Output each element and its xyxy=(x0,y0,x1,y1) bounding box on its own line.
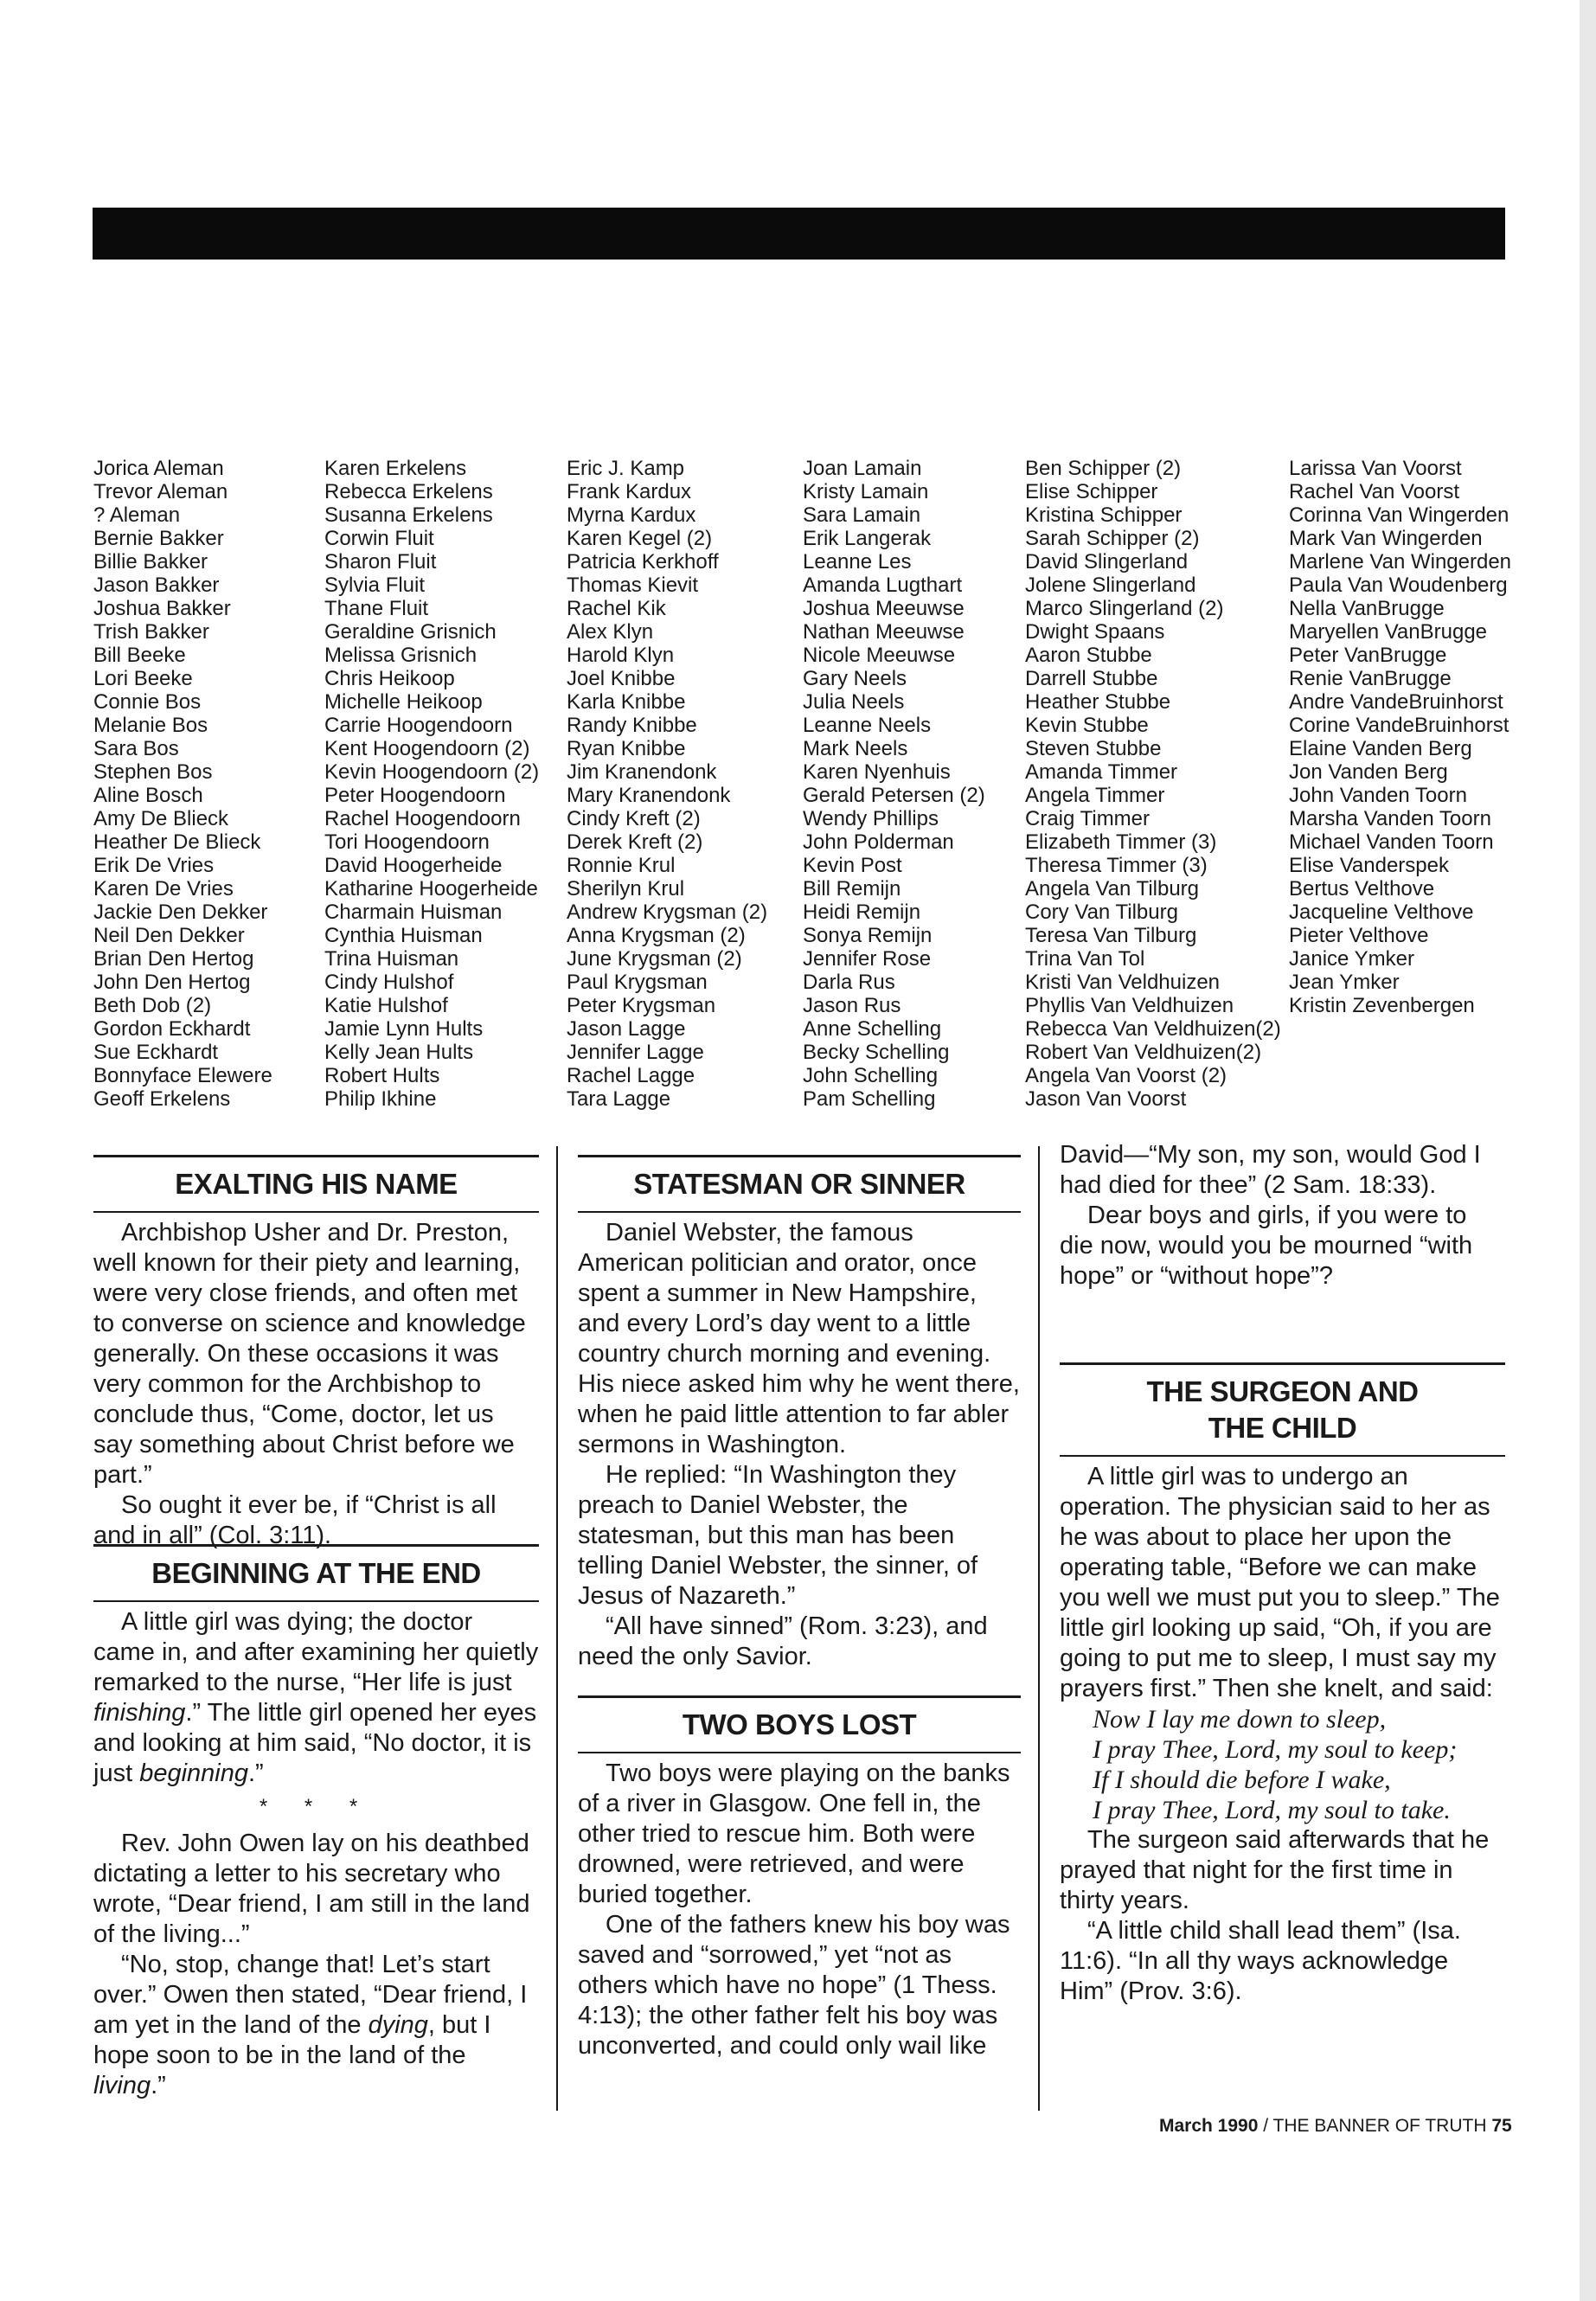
name-entry: Jennifer Rose xyxy=(803,947,932,971)
name-entry: Tara Lagge xyxy=(567,1087,671,1111)
text-run: “No, stop, change that! Let’s start over.” Owen then stated, “Dear friend, I am yet in the land of the xyxy=(93,1951,528,2039)
name-entry: Jim Kranendonk xyxy=(567,760,717,784)
name-entry: Jacqueline Velthove xyxy=(1289,901,1474,924)
name-entry: Philip Ikhine xyxy=(324,1087,437,1111)
name-entry: Cindy Hulshof xyxy=(324,971,454,994)
name-entry: Renie VanBrugge xyxy=(1289,667,1452,690)
name-entry: Carrie Hoogendoorn xyxy=(324,714,513,737)
name-entry: Jon Vanden Berg xyxy=(1289,760,1448,784)
names-column-5 xyxy=(1025,457,1281,1111)
name-entry: Pieter Velthove xyxy=(1289,924,1429,947)
name-entry: Jason Rus xyxy=(803,994,901,1017)
name-entry: Rachel Lagge xyxy=(567,1064,695,1087)
paragraph xyxy=(93,1950,539,2101)
paragraph: The surgeon said afterwards that he prayed that night for the first time in thirty years. xyxy=(1060,1826,1490,1914)
name-entry: Julia Neels xyxy=(803,690,905,714)
name-entry: Karen Erkelens xyxy=(324,457,467,480)
names-column-6 xyxy=(1289,457,1511,1017)
name-entry: Sarah Schipper (2) xyxy=(1025,527,1200,550)
name-entry: Jason Van Voorst xyxy=(1025,1087,1187,1111)
name-entry: John Vanden Toorn xyxy=(1289,784,1467,807)
header-bar xyxy=(93,208,1505,260)
name-entry: Eric J. Kamp xyxy=(567,457,685,480)
emphasis: beginning xyxy=(139,1759,248,1787)
name-entry: Brian Den Hertog xyxy=(93,947,254,971)
name-entry: Bonnyface Elewere xyxy=(93,1064,272,1087)
poem-line: Now I lay me down to sleep, xyxy=(1093,1705,1387,1734)
names-column-2 xyxy=(324,457,539,1111)
name-entry: John Den Hertog xyxy=(93,971,251,994)
name-entry: Kristy Lamain xyxy=(803,480,929,503)
name-entry: Gary Neels xyxy=(803,667,907,690)
name-entry: Katharine Hoogerheide xyxy=(324,877,538,901)
name-entry: Robert Van Veldhuizen(2) xyxy=(1025,1041,1262,1064)
poem-line: I pray Thee, Lord, my soul to take. xyxy=(1093,1796,1451,1824)
name-entry: Marco Slingerland (2) xyxy=(1025,597,1224,620)
name-entry: Peter Hoogendoorn xyxy=(324,784,506,807)
emphasis: finishing xyxy=(93,1699,186,1727)
name-entry: Thomas Kievit xyxy=(567,574,699,597)
paragraph: A little girl was to undergo an operation. The physician said to her as he was about to place her upon the operating table, “Before we can make you well we must put you to sleep.” The little girl looking up said, “Oh, if you are going to put me to sleep, I must say my prayers first.” Then she knelt, and said: xyxy=(1060,1463,1500,1702)
name-entry: Cindy Kreft (2) xyxy=(567,807,701,830)
name-entry: Paul Krygsman xyxy=(567,971,708,994)
name-entry: David Slingerland xyxy=(1025,550,1189,574)
name-entry: Charmain Huisman xyxy=(324,901,503,924)
text-run: .” xyxy=(247,1759,264,1787)
page-edge xyxy=(1580,0,1596,2301)
name-entry: Connie Bos xyxy=(93,690,202,714)
name-entry: Elise Schipper xyxy=(1025,480,1158,503)
name-entry: Trina Van Tol xyxy=(1025,947,1145,971)
paragraph: Daniel Webster, the famous American politician and orator, once spent a summer in New Hampshire, and every Lord’s day went to a little country church morning and evening. His niece asked him why he went there, when he paid little attention to far abler sermons in Washington. xyxy=(578,1219,1020,1458)
name-entry: Bertus Velthove xyxy=(1289,877,1435,901)
name-entry: Sara Lamain xyxy=(803,503,921,527)
name-entry: Mark Van Wingerden xyxy=(1289,527,1483,550)
name-entry: Jason Bakker xyxy=(93,574,220,597)
name-entry: Sharon Fluit xyxy=(324,550,437,574)
name-entry: Angela Van Tilburg xyxy=(1025,877,1200,901)
name-entry: Karen De Vries xyxy=(93,877,234,901)
paragraph: Dear boys and girls, if you were to die now, would you be mourned “with hope” or “without hope”? xyxy=(1060,1202,1473,1290)
name-entry: Rachel Van Voorst xyxy=(1289,480,1460,503)
paragraph: Two boys were playing on the banks of a river in Glasgow. One fell in, the other tried to rescue him. Both were drowned, were retrieved, and were buried together. xyxy=(578,1759,1010,1908)
name-entry: June Krygsman (2) xyxy=(567,947,742,971)
name-entry: Teresa Van Tilburg xyxy=(1025,924,1197,947)
names-column-1 xyxy=(93,457,272,1111)
column-divider xyxy=(1038,1146,1040,2111)
name-entry: Karen Nyenhuis xyxy=(803,760,951,784)
name-entry: Mark Neels xyxy=(803,737,908,760)
column-divider xyxy=(556,1146,558,2111)
article-title: EXALTING HIS NAME xyxy=(93,1157,539,1213)
name-entry: Jennifer Lagge xyxy=(567,1041,704,1064)
name-entry: Jorica Aleman xyxy=(93,457,224,480)
name-entry: Corine VandeBruinhorst xyxy=(1289,714,1509,737)
name-entry: Darrell Stubbe xyxy=(1025,667,1158,690)
name-entry: Sherilyn Krul xyxy=(567,877,685,901)
name-entry: Elizabeth Timmer (3) xyxy=(1025,830,1217,854)
paragraph: “A little child shall lead them” (Isa. 11:6). “In all thy ways acknowledge Him” (Prov. 3:6). xyxy=(1060,1917,1461,2005)
name-entry: Jason Lagge xyxy=(567,1017,686,1041)
name-entry: Joshua Bakker xyxy=(93,597,231,620)
name-entry: Gerald Petersen (2) xyxy=(803,784,985,807)
page-number: 75 xyxy=(1491,2116,1512,2136)
section-separator: * * * xyxy=(259,1795,374,1818)
name-entry: Wendy Phillips xyxy=(803,807,939,830)
name-entry: Thane Fluit xyxy=(324,597,429,620)
title-line: THE CHILD xyxy=(1208,1412,1357,1444)
name-entry: Rachel Kik xyxy=(567,597,666,620)
name-entry: Geraldine Grisnich xyxy=(324,620,497,644)
name-entry: Peter Krygsman xyxy=(567,994,716,1017)
name-entry: Myrna Kardux xyxy=(567,503,696,527)
name-entry: Nicole Meeuwse xyxy=(803,644,956,667)
name-entry: Lori Beeke xyxy=(93,667,193,690)
article-surgeon-and-child xyxy=(1060,1362,1505,2007)
footer-publication: / THE BANNER OF TRUTH xyxy=(1258,2116,1492,2136)
name-entry: Jamie Lynn Hults xyxy=(324,1017,484,1041)
name-entry: Anna Krygsman (2) xyxy=(567,924,746,947)
name-entry: Geoff Erkelens xyxy=(93,1087,231,1111)
name-entry: Patricia Kerkhoff xyxy=(567,550,719,574)
name-entry: Becky Schelling xyxy=(803,1041,950,1064)
name-entry: Corwin Fluit xyxy=(324,527,434,550)
name-entry: Darla Rus xyxy=(803,971,895,994)
text-run: .” The little girl opened her eyes and looking at him said, “No doctor, it is just xyxy=(93,1699,537,1787)
name-entry: Harold Klyn xyxy=(567,644,675,667)
name-entry: Karla Knibbe xyxy=(567,690,686,714)
name-entry: Beth Dob (2) xyxy=(93,994,212,1017)
name-entry: Kelly Jean Hults xyxy=(324,1041,474,1064)
name-entry: John Polderman xyxy=(803,830,954,854)
names-column-3 xyxy=(567,457,767,1111)
name-entry: Sylvia Fluit xyxy=(324,574,426,597)
name-entry: Joan Lamain xyxy=(803,457,922,480)
name-entry: Kevin Stubbe xyxy=(1025,714,1149,737)
name-entry: Nathan Meeuwse xyxy=(803,620,965,644)
article-title: BEGINNING AT THE END xyxy=(93,1547,539,1602)
name-entry: Leanne Les xyxy=(803,550,912,574)
paragraph: One of the fathers knew his boy was saved and “sorrowed,” yet “not as others which have no hope” (1 Thess. 4:13); the other father felt his boy was unconverted, and could only wail like xyxy=(578,1911,1010,2060)
name-entry: Jackie Den Dekker xyxy=(93,901,268,924)
name-entry: Kevin Hoogendoorn (2) xyxy=(324,760,540,784)
name-entry: Elaine Vanden Berg xyxy=(1289,737,1472,760)
name-entry: Trish Bakker xyxy=(93,620,209,644)
name-entry: Melanie Bos xyxy=(93,714,208,737)
name-entry: Phyllis Van Veldhuizen xyxy=(1025,994,1234,1017)
article-beginning-at-the-end xyxy=(93,1544,539,2101)
name-entry: Jolene Slingerland xyxy=(1025,574,1196,597)
name-entry: Susanna Erkelens xyxy=(324,503,493,527)
name-entry: Angela Van Voorst (2) xyxy=(1025,1064,1227,1087)
paragraph: Archbishop Usher and Dr. Preston, well known for their piety and learning, were very close friends, and often met to converse on science and knowledge generally. On these occasions it was very common for the Archbishop to conclude thus, “Come, doctor, let us say something about Christ before we part.” xyxy=(93,1219,526,1489)
name-entry: Joel Knibbe xyxy=(567,667,676,690)
name-entry: Mary Kranendonk xyxy=(567,784,731,807)
article-title: TWO BOYS LOST xyxy=(578,1698,1021,1753)
name-entry: Andrew Krygsman (2) xyxy=(567,901,768,924)
name-entry: Melissa Grisnich xyxy=(324,644,478,667)
emphasis: living xyxy=(93,2072,151,2099)
footer-date: March 1990 xyxy=(1159,2116,1259,2136)
name-entry: Marlene Van Wingerden xyxy=(1289,550,1512,574)
name-entry: Steven Stubbe xyxy=(1025,737,1162,760)
name-entry: Craig Timmer xyxy=(1025,807,1151,830)
name-entry: Angela Timmer xyxy=(1025,784,1165,807)
name-entry: Aaron Stubbe xyxy=(1025,644,1152,667)
name-entry: Kristi Van Veldhuizen xyxy=(1025,971,1221,994)
name-entry: Theresa Timmer (3) xyxy=(1025,854,1208,877)
name-entry: Kristina Schipper xyxy=(1025,503,1183,527)
name-entry: Anne Schelling xyxy=(803,1017,942,1041)
name-entry: Michael Vanden Toorn xyxy=(1289,830,1494,854)
name-entry: Karen Kegel (2) xyxy=(567,527,713,550)
paragraph: So ought it ever be, if “Christ is all and in all” (Col. 3:11). xyxy=(93,1491,497,1549)
name-entry: Ben Schipper (2) xyxy=(1025,457,1182,480)
emphasis: dying xyxy=(368,2011,428,2039)
name-entry: Bill Remijn xyxy=(803,877,901,901)
name-entry: Randy Knibbe xyxy=(567,714,697,737)
article-title: STATESMAN OR SINNER xyxy=(578,1157,1021,1213)
name-entry: Heidi Remijn xyxy=(803,901,921,924)
name-entry: Joshua Meeuwse xyxy=(803,597,965,620)
article-two-boys-lost xyxy=(578,1695,1021,2061)
name-entry: Cory Van Tilburg xyxy=(1025,901,1178,924)
poem-line: I pray Thee, Lord, my soul to keep; xyxy=(1093,1735,1458,1764)
name-entry: Amanda Timmer xyxy=(1025,760,1178,784)
name-entry: Neil Den Dekker xyxy=(93,924,245,947)
name-entry: Corinna Van Wingerden xyxy=(1289,503,1509,527)
name-entry: Frank Kardux xyxy=(567,480,692,503)
name-entry: Rachel Hoogendoorn xyxy=(324,807,521,830)
poem-line: If I should die before I wake, xyxy=(1093,1766,1391,1794)
name-entry: Janice Ymker xyxy=(1289,947,1414,971)
name-entry: Erik Langerak xyxy=(803,527,932,550)
name-entry: Pam Schelling xyxy=(803,1087,936,1111)
name-entry: Andre VandeBruinhorst xyxy=(1289,690,1503,714)
name-entry: Billie Bakker xyxy=(93,550,208,574)
name-entry: Amy De Blieck xyxy=(93,807,229,830)
name-entry: Bernie Bakker xyxy=(93,527,224,550)
name-entry: Larissa Van Voorst xyxy=(1289,457,1462,480)
name-entry: Sue Eckhardt xyxy=(93,1041,219,1064)
text-run: , but I hope soon to be in the land of the xyxy=(93,2011,491,2069)
name-entry: Rebecca Erkelens xyxy=(324,480,493,503)
page-footer xyxy=(1159,2116,1512,2137)
name-entry: Aline Bosch xyxy=(93,784,203,807)
name-entry: ? Aleman xyxy=(93,503,181,527)
name-entry: Tori Hoogendoorn xyxy=(324,830,490,854)
name-entry: Katie Hulshof xyxy=(324,994,448,1017)
name-entry: Marsha Vanden Toorn xyxy=(1289,807,1491,830)
name-entry: Rebecca Van Veldhuizen(2) xyxy=(1025,1017,1281,1041)
name-entry: Heather Stubbe xyxy=(1025,690,1171,714)
name-entry: Nella VanBrugge xyxy=(1289,597,1445,620)
paragraph: Rev. John Owen lay on his deathbed dictating a letter to his secretary who wrote, “Dear friend, I am still in the land of the living...” xyxy=(93,1830,530,1948)
name-entry: Gordon Eckhardt xyxy=(93,1017,251,1041)
name-entry: Heather De Blieck xyxy=(93,830,261,854)
article-exalting-his-name xyxy=(93,1155,539,1551)
paragraph xyxy=(93,1607,539,1789)
name-entry: Cynthia Huisman xyxy=(324,924,483,947)
name-entry: Trevor Aleman xyxy=(93,480,228,503)
name-entry: Bill Beeke xyxy=(93,644,186,667)
title-line: THE SURGEON AND xyxy=(1146,1375,1419,1407)
name-entry: Stephen Bos xyxy=(93,760,213,784)
article-title xyxy=(1060,1365,1505,1457)
name-entry: Derek Kreft (2) xyxy=(567,830,703,854)
name-entry: Sara Bos xyxy=(93,737,179,760)
text-run: .” xyxy=(151,2072,166,2099)
name-entry: Kristin Zevenbergen xyxy=(1289,994,1475,1017)
name-entry: Sonya Remijn xyxy=(803,924,933,947)
name-entry: Michelle Heikoop xyxy=(324,690,483,714)
paragraph: David—“My son, my son, would God I had died for thee” (2 Sam. 18:33). xyxy=(1060,1141,1481,1199)
name-entry: Trina Huisman xyxy=(324,947,459,971)
name-entry: Robert Hults xyxy=(324,1064,440,1087)
name-entry: John Schelling xyxy=(803,1064,939,1087)
name-entry: Amanda Lugthart xyxy=(803,574,963,597)
name-entry: Paula Van Woudenberg xyxy=(1289,574,1508,597)
name-entry: Alex Klyn xyxy=(567,620,654,644)
text-run: A little girl was dying; the doctor came in, and after examining her quietly remarked to the nurse, “Her life is just xyxy=(93,1608,539,1696)
name-entry: Peter VanBrugge xyxy=(1289,644,1447,667)
article-statesman-or-sinner xyxy=(578,1155,1021,1672)
prayer-poem xyxy=(1060,1704,1505,1825)
paragraph: “All have sinned” (Rom. 3:23), and need the only Savior. xyxy=(578,1612,988,1670)
name-entry: David Hoogerheide xyxy=(324,854,503,877)
name-entry: Jean Ymker xyxy=(1289,971,1400,994)
name-entry: Kevin Post xyxy=(803,854,902,877)
top-margin xyxy=(0,0,1596,119)
name-entry: Chris Heikoop xyxy=(324,667,455,690)
article-continuation xyxy=(1060,1140,1505,1292)
name-entry: Leanne Neels xyxy=(803,714,932,737)
name-entry: Maryellen VanBrugge xyxy=(1289,620,1488,644)
name-entry: Erik De Vries xyxy=(93,854,215,877)
name-entry: Kent Hoogendoorn (2) xyxy=(324,737,530,760)
names-column-4 xyxy=(803,457,985,1111)
name-entry: Ryan Knibbe xyxy=(567,737,686,760)
paragraph: He replied: “In Washington they preach to Daniel Webster, the statesman, but this man has been telling Daniel Webster, the sinner, of Jesus of Nazareth.” xyxy=(578,1461,978,1610)
name-entry: Elise Vanderspek xyxy=(1289,854,1449,877)
name-entry: Dwight Spaans xyxy=(1025,620,1165,644)
name-entry: Ronnie Krul xyxy=(567,854,676,877)
